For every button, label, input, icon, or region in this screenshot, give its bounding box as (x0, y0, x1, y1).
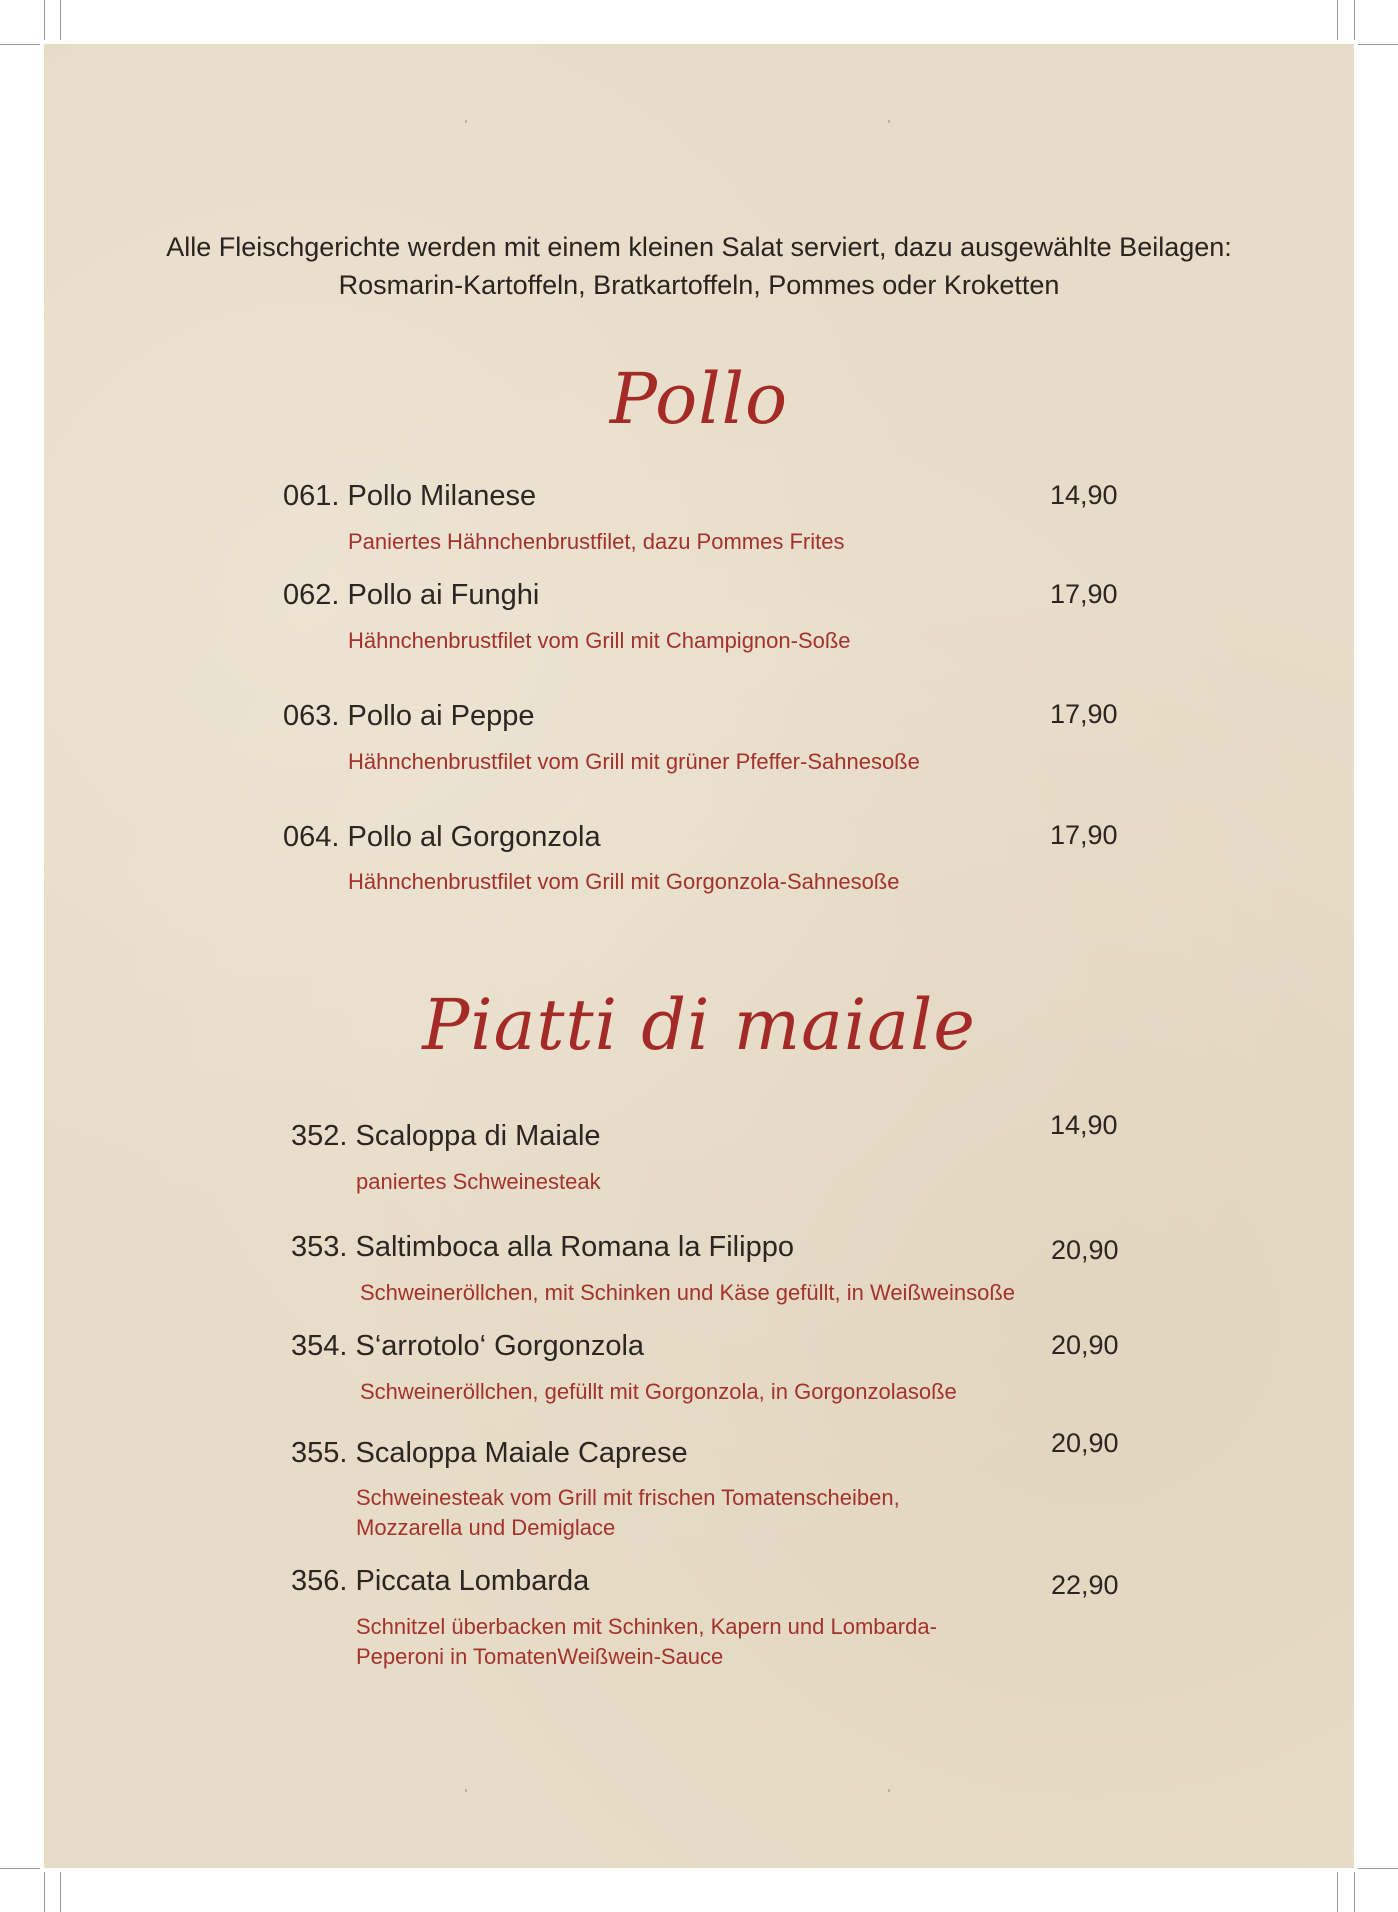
crop-mark (1354, 1872, 1355, 1912)
dish-title: S‘arrotolo‘ Gorgonzola (355, 1330, 645, 1362)
dish-name (283, 480, 536, 513)
crop-mark (60, 1872, 61, 1912)
registration-dot (888, 120, 890, 123)
dish-title: Scaloppa Maiale Caprese (355, 1437, 688, 1469)
dish-description-line: Mozzarella und Demiglace (356, 1515, 616, 1540)
intro-text (44, 228, 1354, 304)
dish-title: Pollo Milanese (347, 480, 537, 512)
dish-description (356, 1483, 900, 1543)
dish-title: Saltimboca alla Romana la Filippo (355, 1231, 794, 1263)
dish-name (291, 1330, 644, 1363)
dish-description-line: Schnitzel überbacken mit Schinken, Kapern und Lombarda- (356, 1614, 937, 1639)
dish-description: Hähnchenbrustfilet vom Grill mit grüner Pfeffer-Sahnesoße (348, 749, 920, 774)
dish-number: 063. (283, 700, 340, 732)
dish-price: 17,90 (1050, 579, 1118, 609)
dish-title: Pollo al Gorgonzola (347, 821, 601, 853)
crop-mark (0, 44, 40, 45)
dish-number: 353. (291, 1231, 348, 1263)
dish-number: 355. (291, 1437, 348, 1469)
crop-mark (1358, 44, 1398, 45)
crop-mark (44, 1872, 45, 1912)
dish-title: Piccata Lombarda (355, 1565, 590, 1597)
intro-line: Alle Fleischgerichte werden mit einem kleinen Salat serviert, dazu ausgewählte Beilagen: (166, 232, 1232, 262)
section-title: Piatti di maiale (422, 984, 976, 1066)
dish-price: 17,90 (1050, 820, 1118, 850)
dish-description: Paniertes Hähnchenbrustfilet, dazu Pommes Frites (348, 529, 845, 554)
crop-mark (1354, 0, 1355, 40)
crop-mark (0, 1868, 40, 1869)
dish-title: Pollo ai Funghi (347, 579, 540, 611)
crop-mark (60, 0, 61, 40)
dish-description: Hähnchenbrustfilet vom Grill mit Gorgonzola-Sahnesoße (348, 869, 900, 894)
dish-name (283, 579, 539, 612)
dish-name (291, 1565, 589, 1598)
dish-name (291, 1120, 601, 1153)
dish-description: Hähnchenbrustfilet vom Grill mit Champignon-Soße (348, 628, 851, 653)
dish-price: 14,90 (1050, 480, 1118, 510)
dish-number: 064. (283, 821, 340, 853)
dish-title: Scaloppa di Maiale (355, 1120, 601, 1152)
dish-number: 062. (283, 579, 340, 611)
registration-dot (465, 120, 467, 123)
dish-name (283, 700, 535, 733)
crop-mark (44, 0, 45, 40)
dish-number: 356. (291, 1565, 348, 1597)
section-title: Pollo (609, 358, 789, 440)
dish-description: paniertes Schweinesteak (356, 1169, 601, 1194)
dish-price: 22,90 (1051, 1570, 1119, 1600)
dish-number: 352. (291, 1120, 348, 1152)
intro-line: Rosmarin-Kartoffeln, Bratkartoffeln, Pommes oder Kroketten (338, 270, 1060, 300)
registration-dot (465, 1789, 467, 1792)
dish-description (356, 1612, 937, 1672)
dish-name (291, 1437, 688, 1470)
dish-number: 354. (291, 1330, 348, 1362)
dish-price: 20,90 (1051, 1235, 1119, 1265)
dish-price: 20,90 (1051, 1428, 1119, 1458)
dish-description-line: Peperoni in TomatenWeißwein-Sauce (356, 1644, 724, 1669)
dish-description: Schweineröllchen, mit Schinken und Käse gefüllt, in Weißweinsoße (360, 1280, 1016, 1305)
dish-name (283, 821, 601, 854)
crop-mark (1337, 1872, 1338, 1912)
dish-description-line: Schweinesteak vom Grill mit frischen Tomatenscheiben, (356, 1485, 900, 1510)
dish-price: 17,90 (1050, 699, 1118, 729)
dish-title: Pollo ai Peppe (347, 700, 535, 732)
dish-price: 20,90 (1051, 1330, 1119, 1360)
dish-description: Schweineröllchen, gefüllt mit Gorgonzola, in Gorgonzolasoße (360, 1379, 957, 1404)
dish-price: 14,90 (1050, 1110, 1118, 1140)
crop-mark (1358, 1868, 1398, 1869)
registration-dot (888, 1789, 890, 1792)
dish-name (291, 1231, 794, 1264)
crop-mark (1337, 0, 1338, 40)
dish-number: 061. (283, 480, 340, 512)
